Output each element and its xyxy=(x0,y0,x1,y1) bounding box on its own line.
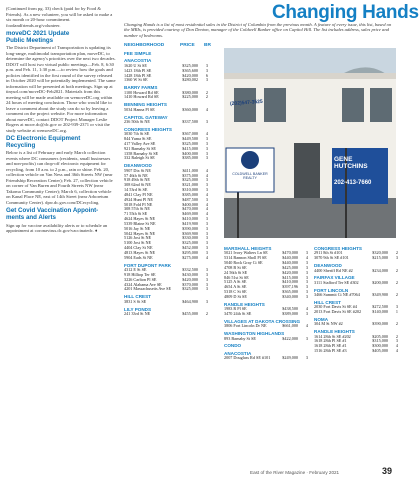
listing-address: 332 Raleigh St SE xyxy=(124,155,155,161)
listing-price: $400,000 xyxy=(182,201,198,207)
listing-address: 71 55th St SE xyxy=(124,211,148,217)
listing-address: 4841 Clay Pl NE xyxy=(124,191,153,197)
listing-address: 4400 Sheriff Rd NE #2 xyxy=(314,267,353,273)
listing-address: 918 49th St NE xyxy=(124,177,150,183)
listing-address: 1423 18th Pl SE xyxy=(124,67,152,73)
header-price: PRICE xyxy=(180,43,195,48)
listing-address: 57 46th St NE xyxy=(124,172,148,178)
listing-price: $419,900 xyxy=(182,220,198,226)
neighborhood-heading: NOMA xyxy=(314,316,329,322)
listing-bedrooms: 3 xyxy=(205,276,208,282)
listing-address: 5318 C St SE xyxy=(224,289,247,295)
neighborhood-heading: ANACOSTIA xyxy=(124,58,152,64)
listing-address: 2007 Douglass Rd SE #101 xyxy=(224,355,271,361)
listing-bedrooms: 3 xyxy=(205,230,208,236)
listing-bedrooms: 3 xyxy=(305,279,308,285)
listing-bedrooms: 3 xyxy=(305,260,308,266)
listing-price: $420,000 xyxy=(182,72,198,78)
listing-price: $272,500 xyxy=(372,304,388,310)
listing-address: 3070 9th St SE #101 xyxy=(314,255,349,261)
listing-address: 2030 Fort Davis St SE #4 xyxy=(314,304,357,310)
listing-address: 1516 28th Pl SE #3 xyxy=(314,348,347,354)
listing-address: 1620 U St SE xyxy=(124,62,147,68)
listing-address: 5021 Ivory Walters Ln SE xyxy=(224,250,268,256)
listing-bedrooms: 3 xyxy=(205,250,208,255)
listing-price: $321,000 xyxy=(182,182,198,188)
listing-bedrooms: 4 xyxy=(205,201,208,207)
listing-bedrooms: 3 xyxy=(205,286,208,292)
listing-bedrooms: 3 xyxy=(395,255,398,261)
listing-bedrooms: 4 xyxy=(205,131,208,137)
listing-bedrooms: 3 xyxy=(205,182,208,188)
listing-bedrooms: 2 xyxy=(395,333,398,339)
listing-bedrooms: 3 xyxy=(205,67,208,73)
listing-bedrooms: 3 xyxy=(305,355,308,361)
listing-price: $340,000 xyxy=(282,294,298,299)
listing-price: $452,000 xyxy=(182,245,198,251)
listing-bedrooms: 3 xyxy=(395,338,398,344)
listing-address: 5042 Hayes St NE xyxy=(124,230,156,236)
listing-bedrooms: 4 xyxy=(395,343,398,349)
listing-bedrooms: 4 xyxy=(305,255,308,261)
listing-price: $365,000 xyxy=(282,289,298,295)
neighborhood-heading: VILLAGES AT DAKOTA CROSSING xyxy=(224,318,301,324)
neighborhood-heading: BENNING HEIGHTS xyxy=(124,102,167,108)
listing-address: 24 56th St SE xyxy=(224,269,248,275)
listing-bedrooms: 3 xyxy=(205,177,208,183)
listing-price: $400,000 xyxy=(182,150,198,156)
listing-bedrooms: 3 xyxy=(305,264,308,270)
listing-address: 3226 Carlton Pl SE xyxy=(124,276,157,282)
listing-address: 5314 Bannon Sholl Pl SE xyxy=(224,255,267,261)
neighborhood-heading: FAIRFAX VILLAGE xyxy=(314,275,355,281)
listing-price: $310,000 xyxy=(182,187,198,193)
listing-bedrooms: 3 xyxy=(205,220,208,226)
listing-address: 5907 Dix St NE xyxy=(124,167,151,173)
listing-address: 236 50th St NE xyxy=(124,118,150,124)
neighborhood-heading: FEE SIMPLE xyxy=(124,51,152,56)
listing-address: 304 M St NW #2 xyxy=(314,321,343,327)
listing-price: $420,000 xyxy=(182,276,198,282)
neighborhood-heading: CONDO xyxy=(224,343,242,349)
listing-price: $420,000 xyxy=(282,269,298,275)
intro-text: Changing Hands is a list of most residential sales in the District of Columbia from the previous month. A feature of every issue, this list, based on the MRIs, is provided courtesy of Don Denton, manager of the Coldwell Banker office on Capitol Hill. The list includes address, sales price and number of bedrooms. xyxy=(124,22,392,38)
listing-address: 5018 Fold Pl NE xyxy=(124,201,153,207)
neighborhood-heading: DEANWOOD xyxy=(124,163,152,169)
listing-address: 1410 Howard Rd SE xyxy=(124,94,159,100)
neighborhood-heading: HILL CREST xyxy=(314,299,341,305)
listing-address: 4809 D St SE xyxy=(224,294,247,299)
listing-price: $280,002 xyxy=(182,77,198,83)
listing-bedrooms: 3 xyxy=(205,225,208,231)
listing-bedrooms: 3 xyxy=(205,150,208,156)
listing-address: 921 Barnaby St SE xyxy=(124,145,156,151)
listing-bedrooms: 6 xyxy=(205,72,208,78)
listing-price: $332,500 xyxy=(182,267,198,273)
listing-address: 1358 Barnaby St SE xyxy=(124,150,159,156)
listing-bedrooms: 3 xyxy=(305,289,308,295)
listing-column-1 xyxy=(124,49,210,317)
listing-address: 1618 28th Pl SE #1 xyxy=(314,338,347,344)
listing-bedrooms: 4 xyxy=(205,206,208,212)
listing-bedrooms: 3 xyxy=(305,284,308,290)
footer-text: East of the River Magazine · February 2021 xyxy=(250,470,340,475)
listing-bedrooms: 2 xyxy=(205,89,208,95)
listing-bedrooms: 4 xyxy=(205,106,208,112)
covid-heading: Get Covid Vaccination Appoint- ments and Alerts xyxy=(6,207,99,221)
listing-row xyxy=(124,120,210,125)
listing-bedrooms: 2 xyxy=(205,310,208,316)
listing-bedrooms: 4 xyxy=(205,167,208,173)
listing-price: $330,000 xyxy=(182,235,198,241)
listing-bedrooms: 1 xyxy=(395,309,398,315)
covid-paragraph: Sign up for vaccine availability alerts or to schedule an appointment at coronavirus.dc.gov/vaccinatedc. ♦ xyxy=(6,222,108,234)
listing-price: $380,000 xyxy=(182,89,198,95)
listing-bedrooms: 4 xyxy=(205,211,208,217)
listing-row xyxy=(314,322,400,327)
neighborhood-heading: RANDLE HEIGHTS xyxy=(224,301,265,307)
listing-price: $422,000 xyxy=(282,335,298,341)
listing-address: 417 Valley Ave SE xyxy=(124,140,156,146)
listing-bedrooms: 3 xyxy=(305,250,308,256)
listing-address: 5125 A St SE xyxy=(224,279,247,285)
listing-bedrooms: 3 xyxy=(205,216,208,222)
listing-price: $390,000 xyxy=(182,225,198,231)
listing-address: 5904 Eads St NE xyxy=(124,254,153,260)
listing-address: 5016 Jay St NE xyxy=(124,225,151,231)
listing-bedrooms: 3 xyxy=(205,281,208,287)
listing-address: 1614 28th St SE #202 xyxy=(314,333,351,339)
listing-bedrooms: 4 xyxy=(395,348,398,354)
listing-price: $405,000 xyxy=(372,348,388,354)
header-neighborhood: NEIGHBORHOOD xyxy=(124,43,165,48)
sign-agent: GENE HUTCHINS xyxy=(334,156,368,170)
listing-bedrooms: 3 xyxy=(205,118,208,124)
neighborhood-heading: LILY PONDS xyxy=(124,306,152,312)
listing-row xyxy=(124,156,210,161)
listing-price: $449,500 xyxy=(182,136,198,142)
listing-row xyxy=(124,287,210,292)
listing-address: 2911 8th St #101 xyxy=(314,250,343,256)
listing-bedrooms: 3 xyxy=(205,235,208,241)
listing-bedrooms: 2 xyxy=(395,292,398,297)
listing-row xyxy=(314,269,400,274)
listing-bedrooms: 3 xyxy=(205,245,208,251)
listing-bedrooms: 2 xyxy=(395,250,398,256)
listing-row xyxy=(124,108,210,113)
listing-price: $369,900 xyxy=(182,230,198,236)
header-br: BR xyxy=(204,43,211,48)
listing-price: $370,000 xyxy=(182,281,198,287)
listing-row xyxy=(124,312,210,317)
listing-price: $320,000 xyxy=(372,250,388,256)
listing-price: $325,000 xyxy=(182,177,198,183)
listing-address: 846 51st St SE xyxy=(224,274,249,280)
listing-price: $140,000 xyxy=(372,309,388,315)
listing-address: 308 57th St NE xyxy=(124,206,150,212)
listing-address: 5126 Jost St NE xyxy=(124,235,152,241)
neighborhood-heading: BARRY FARMS xyxy=(124,85,158,91)
listing-row xyxy=(314,293,400,298)
listing-row xyxy=(224,337,310,342)
listing-bedrooms: 4 xyxy=(305,306,308,312)
listing-row xyxy=(224,324,310,329)
listing-price: $389,000 xyxy=(282,311,298,317)
listing-price: $367,000 xyxy=(182,131,198,137)
listing-bedrooms: 3 xyxy=(205,240,208,246)
listing-address: 3470 24th St SE xyxy=(224,311,252,317)
listing-price: $325,000 xyxy=(182,240,198,246)
listing-row xyxy=(124,300,210,305)
listing-price: $470,000 xyxy=(282,250,298,256)
listing-bedrooms: 2 xyxy=(205,94,208,100)
listing-bedrooms: 3 xyxy=(305,274,308,280)
listing-address: 3030 7th St SE xyxy=(124,131,150,137)
listing-bedrooms: 4 xyxy=(205,254,208,260)
listing-price: $390,000 xyxy=(372,321,388,327)
listing-bedrooms: 2 xyxy=(395,279,398,285)
listing-address: 5034 Hanna Pl SE xyxy=(124,106,155,112)
listing-price: $440,000 xyxy=(282,260,298,266)
listing-price: $325,000 xyxy=(182,286,198,292)
listing-price: $385,000 xyxy=(182,155,198,161)
left-column xyxy=(6,6,116,237)
page-number: 39 xyxy=(382,466,393,476)
listing-price: $455,000 xyxy=(182,310,198,316)
listing-address: 4201 Massachusetts Ave SE xyxy=(124,286,172,292)
listing-bedrooms: 3 xyxy=(305,269,308,275)
neighborhood-heading: RANDLE HEIGHTS xyxy=(314,329,355,335)
listing-row xyxy=(124,78,210,83)
neighborhood-heading: ANACOSTIA xyxy=(224,350,252,356)
listing-address: 5040 Rock Gray Ct SE xyxy=(224,260,263,266)
listing-price: $315,000 xyxy=(372,338,388,344)
listing-row xyxy=(314,310,400,315)
changing-hands-section xyxy=(124,0,419,470)
listing-price: $234,000 xyxy=(372,267,388,273)
listing-address: 893 Barnaby St SE xyxy=(224,335,256,341)
listing-row xyxy=(314,281,400,286)
listing-price: $375,000 xyxy=(182,172,198,178)
neighborhood-heading: WASHINGTON HIGHLANDS xyxy=(224,331,285,337)
listing-price: $410,000 xyxy=(182,216,198,222)
movedc-heading: moveDC 2021 Update Public Meetings xyxy=(6,30,70,44)
listing-bedrooms: 3 xyxy=(205,155,208,161)
recycling-paragraph: Below is a list of February and early March collection events where DC consumers (residents, small businesses and non-profits) can drop-off electronic equipment for recycling, from 10 a.m. to 2 p.m., rain or shine. Feb. 20, collection vehicle on Van Ness and 36th Streets NW (near Friendship Recreation Center); Feb. 27, collection vehicle on corner of Van Buren and Fourth Streets NW (near Takoma Community Center); March 6, collection vehicle on Kanal Place NE, east of 14th Street (near Arboretum Community Center). dpw.dc.gov.com/DCecycling. xyxy=(6,150,113,205)
listing-address: 3806 Fort Lincoln Dr NE xyxy=(224,323,267,329)
listing-bedrooms: 4 xyxy=(205,172,208,178)
listing-price: $205,000 xyxy=(372,333,388,339)
listing-address: 4312 E St SE xyxy=(124,267,147,273)
listing-address: 1360 W St SE xyxy=(124,77,148,83)
listing-address: 5100 Jost St NE xyxy=(124,240,152,246)
listing-bedrooms: 3 xyxy=(205,271,208,277)
listing-address: 1428 18th Pl SE xyxy=(124,72,152,78)
neighborhood-heading: MARSHALL HEIGHTS xyxy=(224,246,272,251)
sign-agent-phone: 202-413-7660 xyxy=(334,180,372,186)
listing-address: 5339 Blaine St NE xyxy=(124,220,156,226)
listing-price: $415,000 xyxy=(282,274,298,280)
listing-bedrooms: 2 xyxy=(395,321,398,327)
listing-price: $225,000 xyxy=(182,94,198,100)
listing-row xyxy=(314,256,400,261)
listing-price: $385,000 xyxy=(182,191,198,197)
listing-price: $661,000 xyxy=(282,323,298,329)
sign-brand: COLDWELL BANKER REALTY xyxy=(232,172,268,180)
listing-price: $425,000 xyxy=(282,264,298,270)
neighborhood-heading: DEANWOOD xyxy=(314,263,342,269)
listing-address: 4654 A St SE xyxy=(224,284,247,290)
listing-price: $275,000 xyxy=(182,254,198,260)
listing-address: 3466 Summit Ct NE #7064 xyxy=(314,292,360,297)
listing-price: $470,000 xyxy=(182,206,198,212)
listing-address: 4624 Hayes St NE xyxy=(124,216,156,222)
listing-address: 4324 Alabama Ave SE xyxy=(124,281,162,287)
listing-price: $249,000 xyxy=(282,355,298,361)
listing-address: 3831 S St SE xyxy=(124,298,147,304)
listing-column-3 xyxy=(314,244,400,354)
listing-address: 4924 Hunt Pl NE xyxy=(124,196,153,202)
recycling-heading: DC Electronic Equipment Recycling xyxy=(6,135,81,149)
listing-price: $200,000 xyxy=(372,279,388,285)
neighborhood-heading: CONGRESS HEIGHTS xyxy=(314,246,362,251)
listing-address: 241 33rd St NE xyxy=(124,310,151,316)
neighborhood-heading: CAPITOL GATEWAY xyxy=(124,114,168,120)
page-title: Changing Hands xyxy=(272,2,419,23)
listing-row xyxy=(224,356,310,361)
listing-price: $300,000 xyxy=(372,343,388,349)
listing-bedrooms: 3 xyxy=(305,311,308,317)
listing-price: $365,600 xyxy=(182,67,198,73)
listing-address: 308 62nd St NE xyxy=(124,182,151,188)
listing-bedrooms: 3 xyxy=(205,267,208,273)
neighborhood-heading: FORT LINCOLN xyxy=(314,287,349,293)
listing-bedrooms: 3 xyxy=(395,304,398,310)
listing-address: 4404 Clay St NE xyxy=(124,245,153,251)
listing-price: $464,900 xyxy=(182,298,198,304)
listing-price: $415,000 xyxy=(182,145,198,151)
listing-bedrooms: 2 xyxy=(395,267,398,273)
listing-bedrooms: 3 xyxy=(205,196,208,202)
listing-row xyxy=(124,256,210,261)
listing-price: $397,196 xyxy=(282,284,298,290)
listing-address: 4813 Hayes St NE xyxy=(124,250,156,255)
listing-bedrooms: 4 xyxy=(305,323,308,329)
listing-price: $440,000 xyxy=(282,255,298,261)
listing-bedrooms: 4 xyxy=(205,191,208,197)
listing-price: $411,000 xyxy=(182,167,198,173)
listing-address: 2013 Fort Davis St SE #202 xyxy=(314,309,362,315)
neighborhood-heading: CONGRESS HEIGHTS xyxy=(124,126,172,132)
listing-bedrooms: 3 xyxy=(205,77,208,83)
listing-address: 4708 B St SE xyxy=(224,264,247,270)
sign-phone: (202)547-3525 xyxy=(229,98,263,108)
listing-price: $215,000 xyxy=(372,255,388,261)
neighborhood-heading: FORT DUPONT PARK xyxy=(124,262,172,268)
listing-bedrooms: 3 xyxy=(205,62,208,68)
listing-row xyxy=(124,95,210,100)
listing-address: 3111 Stafford Ter SE #302 xyxy=(314,279,359,285)
listing-address: 1983 R Pl SE xyxy=(224,306,247,312)
listing-bedrooms: 3 xyxy=(205,145,208,151)
listing-column-2 xyxy=(224,244,310,361)
listing-row xyxy=(224,295,310,300)
listing-price: $360,000 xyxy=(182,106,198,112)
movedc-paragraph: The District Department of Transportation is updating its long-range, multimodal transportation plan, moveDC, to determine the agency's priorities over the next two decades. DDOT will host two virtual public meetings—Feb. 8, 6:30 p.m. and Feb. 11, 1:30 p.m.—to review how the goals and policies identified in the first round of the survey released in October 2020 will be potentially implemented. The same information will be presented at both meetings. Sign up at tinyurl.com/moveDC-Feb2021. Materials from this meeting will be made available on wemoveDC.org within 24 hours of meeting conclusion. Those who would like to leave a comment about the study can do so by leaving a comment on the project website. For more information about moveDC, contact DDOT Project Manager Leslie Rogers at moov.dc@dc.gov or 202-939-2371 or visit the study website at wemoveDC.org. xyxy=(6,45,116,133)
listing-price: $410,000 xyxy=(282,279,298,285)
listing-bedrooms: 3 xyxy=(305,335,308,341)
listing-address: 14 53rd St SE xyxy=(124,187,148,193)
listing-price: $325,000 xyxy=(182,62,198,68)
listing-row xyxy=(314,349,400,354)
continued-paragraph: (Continued from pg. 33) check (paid for by Food & Friends). As a new volunteer, you will be asked to make a six month or 20-hour commitment. foodandfriends.org/volunteer. xyxy=(6,6,113,28)
listing-price: $469,000 xyxy=(182,211,198,217)
listing-price: $430,000 xyxy=(182,271,198,277)
listing-row xyxy=(224,312,310,317)
listing-address: 844 Yuma St SE xyxy=(124,136,152,142)
listing-address: 918 Hilltop Ter SE xyxy=(124,271,156,277)
listing-bedrooms: 3 xyxy=(205,187,208,193)
neighborhood-heading: HILL CREST xyxy=(124,294,151,300)
listing-price: $349,900 xyxy=(372,292,388,297)
listing-bedrooms: 3 xyxy=(205,298,208,304)
listing-price: $325,000 xyxy=(182,140,198,146)
house-illustration xyxy=(224,48,396,238)
listing-bedrooms: 3 xyxy=(305,294,308,299)
listing-price: $438,500 xyxy=(282,306,298,312)
house-photo xyxy=(224,48,396,238)
listing-bedrooms: 3 xyxy=(205,136,208,142)
listing-address: 1100 Howard Rd SE xyxy=(124,89,159,95)
listing-price: $295,000 xyxy=(182,250,198,255)
listing-bedrooms: 3 xyxy=(205,140,208,146)
listing-price: $487,500 xyxy=(182,196,198,202)
listing-address: 1618 28th Pl SE #1 xyxy=(314,343,347,349)
listing-price: $337,500 xyxy=(182,118,198,124)
